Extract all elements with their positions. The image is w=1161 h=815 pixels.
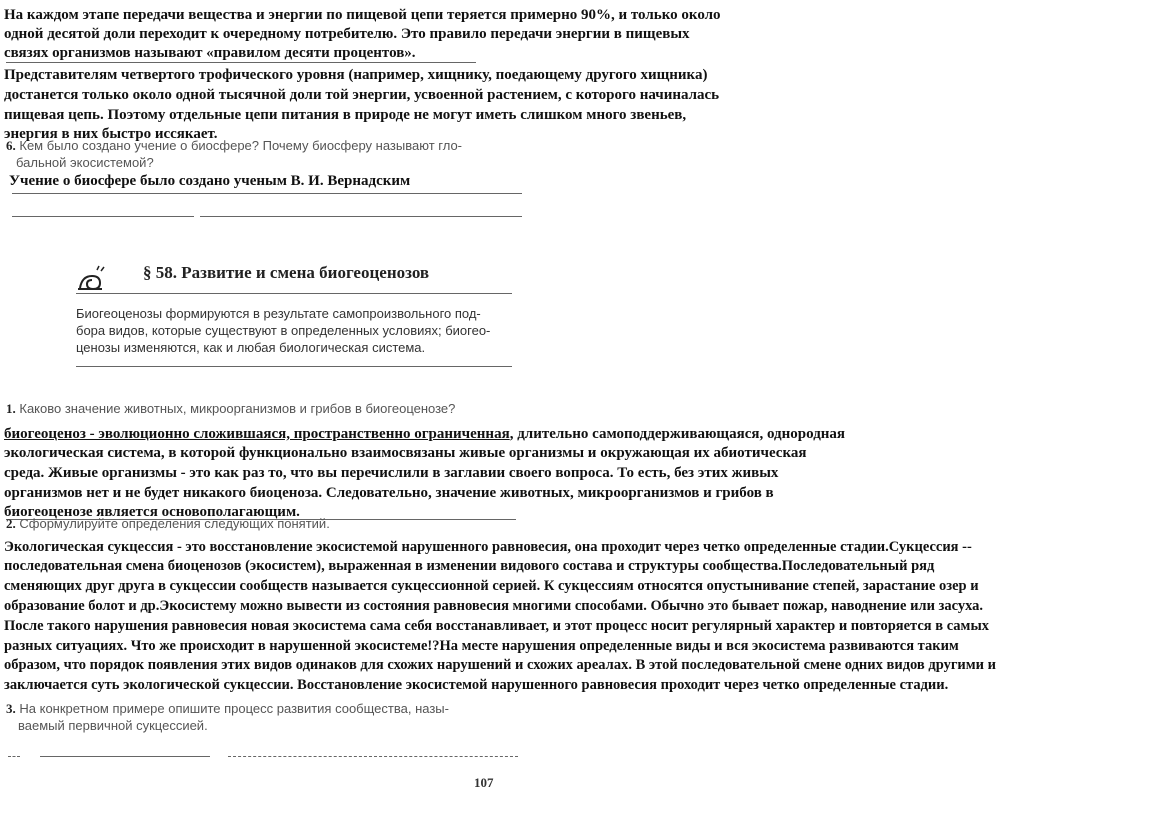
section-intro-line-1: Биогеоценозы формируются в результате самопроизвольного под- [76, 306, 481, 321]
q1-question-text: Каково значение животных, микроорганизмов и грибов в биогеоценозе? [19, 401, 456, 416]
q1-question [6, 401, 455, 417]
q2-answer-line-3: сменяющих друг друга в сукцессии сообществ называется сукцессионной серией. К сукцессиям относятся опустынивание степей, зарастание озер и [4, 578, 979, 594]
answer-line [228, 756, 518, 757]
section-title-rule [76, 293, 512, 294]
answer-line [200, 216, 522, 217]
q2-number: 2. [6, 516, 16, 531]
answer-top-line-6: пищевая цепь. Поэтому отдельные цепи питания в природе не могут иметь слишком много звеньев, [4, 107, 687, 123]
section-intro-line-2: бора видов, которые существуют в определенных условиях; биогео- [76, 323, 491, 338]
q1-number: 1. [6, 401, 16, 416]
q2-question [6, 516, 330, 532]
q2-answer-line-1: Экологическая сукцессия - это восстановление экосистемой нарушенного равновесия, она проходит через четко определенные стадии.Сукцессия -- [4, 539, 972, 555]
q2-answer-line-8: заключается суть экологической сукцессии. Восстановление экосистемой нарушенного равновесия проходит через четко определенные стадии. [4, 677, 949, 693]
q6-question [6, 138, 462, 154]
q1-answer-line-1 [4, 425, 845, 444]
q3-question [6, 701, 449, 717]
q1-answer-line-1-rest: , длительно самоподдерживающаяся, однородная [509, 426, 846, 442]
q3-number: 3. [6, 701, 16, 716]
answer-top-line-3: связях организмов называют «правилом десяти процентов». [4, 45, 416, 61]
answer-top-line-1: На каждом этапе передачи вещества и энергии по пищевой цепи теряется примерно 90%, и только около [4, 7, 721, 23]
q2-answer-line-2: последовательная смена биоценозов (экосистем), выраженная в изменении видового состава и структуры сообщества.Последовательный ряд [4, 558, 935, 574]
page-number: 107 [474, 775, 494, 790]
answer-line [6, 62, 476, 63]
q2-answer-line-4: образование болот и др.Экосистему можно вывести из состояния равновесия многими способами. Обычно это бывает пожар, наводнение или засуха. [4, 598, 984, 614]
q6-question-line-2: бальной экосистемой? [16, 155, 154, 170]
answer-top-line-2: одной десятой доли переходит к очередному потребителю. Это правило передачи энергии в пищевых [4, 26, 690, 42]
section-intro-rule [76, 366, 512, 367]
answer-line [12, 193, 522, 194]
answer-top-line-5: достанется только около одной тысячной доли той энергии, усвоенной растением, с которого начиналась [4, 87, 720, 103]
q1-answer-line-5: биогеоценозе является основополагающим. [4, 504, 300, 520]
answer-top-line-7: энергия в них быстро иссякает. [4, 126, 218, 142]
q2-answer-line-5: После такого нарушения равновесия новая экосистема сама себя восстанавливает, и этот процесс носит регулярный характер и повторяется в самых [4, 618, 990, 634]
q1-answer-line-3: среда. Живые организмы - это как раз то, что вы перечислили в заглавии своего вопроса. То есть, без этих живых [4, 465, 779, 481]
answer-top-line-4: Представителям четвертого трофического уровня (например, хищнику, поедающему другого хищника) [4, 67, 708, 83]
q1-answer-underlined: биогеоценоз - эволюционно сложившаяся, пространственно ограниченная [4, 426, 510, 442]
section-intro-line-3: ценозы изменяются, как и любая биологическая система. [76, 340, 426, 355]
answer-line [12, 216, 194, 217]
answer-line [8, 756, 20, 757]
q1-answer-line-4: организмов нет и не будет никакого биоценоза. Следовательно, значение животных, микроорганизмов и грибов в [4, 485, 774, 501]
q6-answer: Учение о биосфере было создано ученым В. И. Вернадским [9, 173, 411, 189]
q6-question-line-1: Кем было создано учение о биосфере? Почему биосферу называют гло- [19, 138, 463, 153]
section-title: § 58. Развитие и смена биогеоценозов [143, 263, 430, 282]
q2-answer-line-7: образом, что порядок появления этих видов одинаков для схожих нарушений и схожих ареалах. В этой последовательной смене одних видов другими и [4, 657, 996, 673]
q6-number: 6. [6, 138, 16, 153]
q2-answer-line-6: разных ситуациях. Что же происходит в нарушенной экосистеме!?На месте нарушения определенные виды и вся экосистема развиваются таким [4, 638, 959, 654]
answer-line [40, 756, 210, 757]
snail-icon [76, 264, 106, 294]
q3-question-line-1: На конкретном примере опишите процесс развития сообщества, назы- [19, 701, 449, 716]
q1-answer-line-2: экологическая система, в которой функционально взаимосвязаны живые организмы и окружающая их абиотическая [4, 445, 807, 461]
q3-question-line-2: ваемый первичной сукцессией. [18, 718, 208, 733]
q2-question-text: Сформулируйте определения следующих понятий. [19, 516, 330, 531]
